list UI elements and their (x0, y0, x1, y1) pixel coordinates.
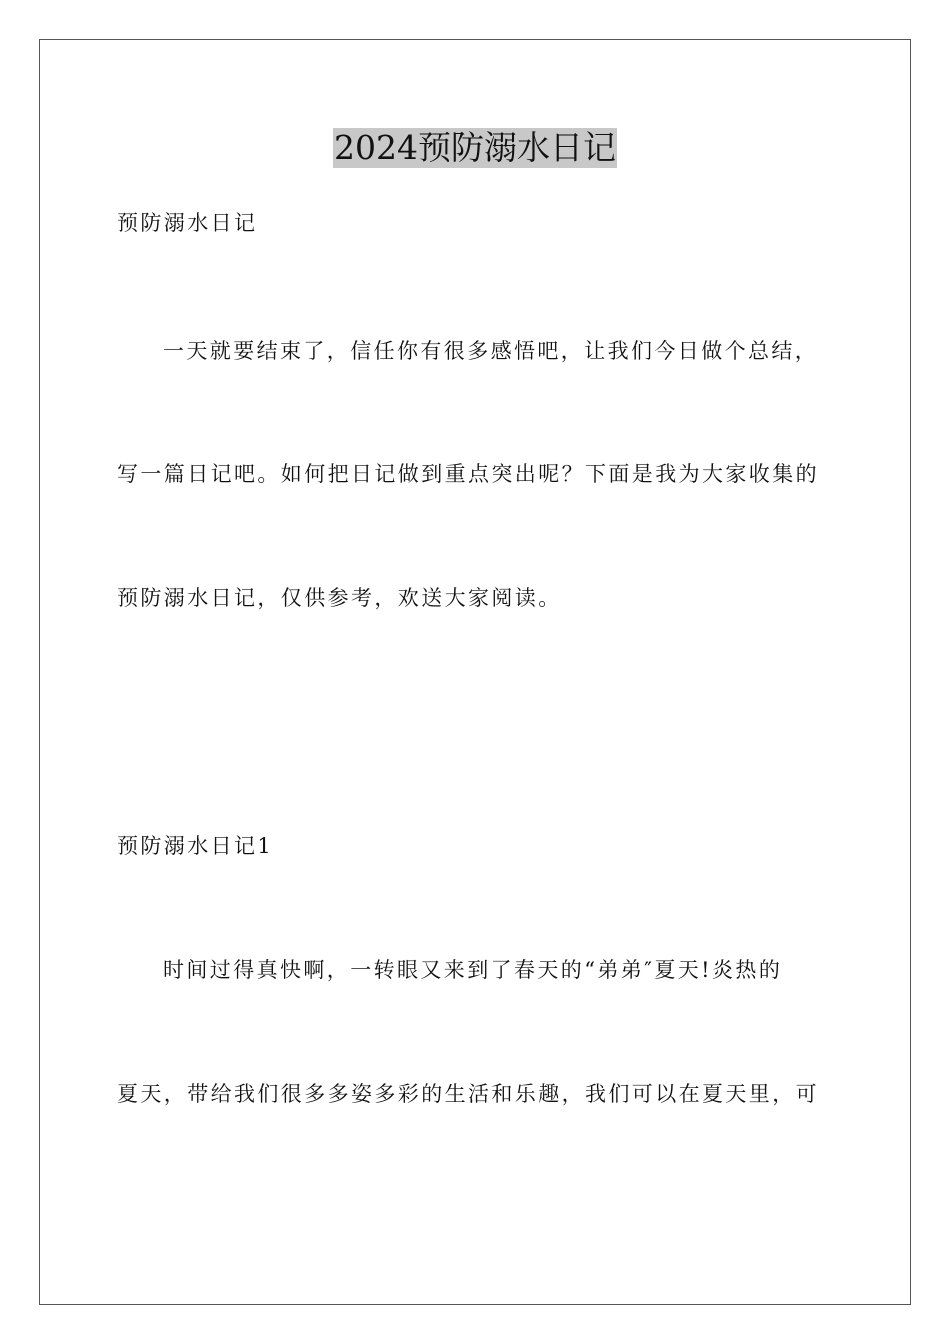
document-title: 2024预防溺水日记 (334, 128, 616, 167)
section-heading: 预防溺水日记1 (117, 834, 274, 858)
intro-line-3: 预防溺水日记，仅供参考，欢送大家阅读。 (117, 586, 562, 610)
body-line-1: 时间过得真快啊，一转眼又来到了春天的“弟弟″夏天!炎热的 (163, 958, 783, 982)
intro-line-1: 一天就要结束了，信任你有很多感悟吧，让我们今日做个总结， (163, 339, 819, 363)
title-container (0, 128, 950, 168)
body-line-2: 夏天，带给我们很多多姿多彩的生活和乐趣，我们可以在夏天里，可 (117, 1082, 819, 1106)
document-subtitle: 预防溺水日记 (117, 211, 258, 235)
intro-line-2: 写一篇日记吧。如何把日记做到重点突出呢？下面是我为大家收集的 (117, 462, 819, 486)
